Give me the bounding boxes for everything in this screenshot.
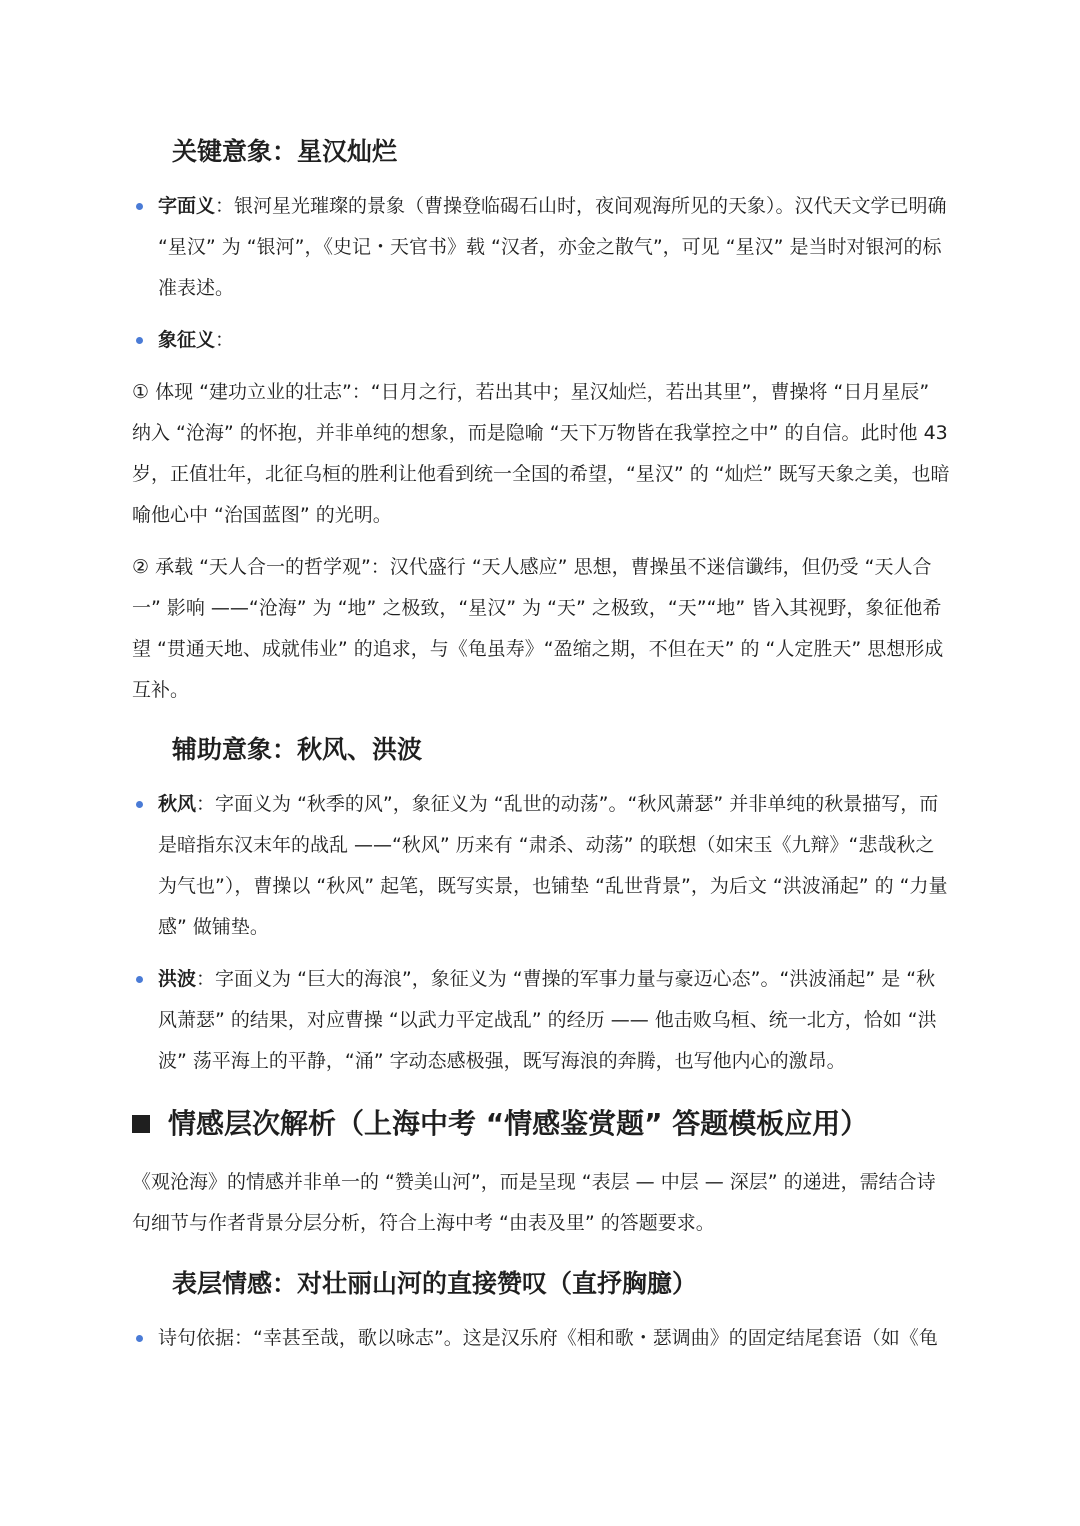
item-term: 诗句依据： [158,1327,254,1349]
heading-key-image: 关键意象：星汉灿烂 [172,137,398,166]
paragraph-ambition: ① 体现 “建功立业的壮志”：“日月之行，若出其中；星汉灿烂，若出其里”，曹操将 “日月星辰” 纳入 “沧海” 的怀抱，并非单纯的想象，而是隐喻 “天下万物皆在我掌控之中” 的自信。此时他 43 岁，正值壮年，北征乌桓的胜利让他看到统一全国的希望，“星汉” 的 “灿烂” 既写天象之美，也暗喻他心中 “治国蓝图” 的光明。 [132,381,950,526]
item-term: 字面义 [158,195,216,217]
paragraph-philosophy: ② 承载 “天人合一的哲学观”：汉代盛行 “天人感应” 思想，曹操虽不迷信谶纬，但仍受 “天人合一” 影响 ——“沧海” 为 “地” 之极致，“星汉” 为 “天” 之极致，“天”“地” 皆入其视野，象征他希望 “贯通天地、成就伟业” 的追求，与《龟虽寿》“盈缩之期，不但在天” 的 “人定胜天” 思想形成互补。 [132,556,944,701]
bullet-dot-icon [136,337,143,344]
list-item-literal: 字面义：银河星光璀璨的景象（曹操登临碣石山时，夜间观海所见的天象）。汉代天文学已明确 “星汉” 为 “银河”，《史记・天官书》载 “汉者，亦金之散气”，可见 “星汉” 是当时对银河的标准表述。 [132,186,952,309]
item-text: 字面义为 “秋季的风”，象征义为 “乱世的动荡”。“秋风萧瑟” 并非单纯的秋景描写，而是暗指东汉末年的战乱 ——“秋风” 历来有 “肃杀、动荡” 的联想（如宋玉《九辩》“悲哉秋之为气也”），曹操以 “秋风” 起笔，既写实景，也铺垫 “乱世背景”，为后文 “洪波涌起” 的 “力量感” 做铺垫。 [158,793,948,938]
heading-surface-emotion: 表层情感：对壮丽山河的直接赞叹（直抒胸臆） [172,1269,698,1298]
item-text: “幸甚至哉，歌以咏志”。这是汉乐府《相和歌・瑟调曲》的固定结尾套语（如《龟 [253,1327,938,1349]
list-item-poem-basis [132,1318,952,1359]
item-text: 字面义为 “巨大的海浪”，象征义为 “曹操的军事力量与豪迈心态”。“洪波涌起” 是 “秋风萧瑟” 的结果，对应曹操 “以武力平定战乱” 的经历 —— 他击败乌桓、统一北方，恰如 “洪波” 荡平海上的平静，“涌” 字动态感极强，既写海浪的奔腾，也写他内心的激昂。 [158,968,937,1072]
paragraph-emotion-intro: 《观沧海》的情感并非单一的 “赞美山河”，而是呈现 “表层 — 中层 — 深层” 的递进，需结合诗句细节与作者背景分层分析，符合上海中考 “由表及里” 的答题要求。 [132,1171,936,1234]
bullet-dot-icon [136,1335,143,1342]
bullet-dot-icon [136,203,143,210]
bullet-dot-icon [136,801,143,808]
item-term: 秋风 [158,793,197,815]
heading-aux-image: 辅助意象：秋风、洪波 [172,735,423,764]
list-item-autumn-wind: 秋风：字面义为 “秋季的风”，象征义为 “乱世的动荡”。“秋风萧瑟” 并非单纯的秋景描写，而是暗指东汉末年的战乱 ——“秋风” 历来有 “肃杀、动荡” 的联想（如宋玉《九辩》“悲哉秋之为气也”），曹操以 “秋风” 起笔，既写实景，也铺垫 “乱世背景”，为后文 “洪波涌起” 的 “力量感” 做铺垫。 [132,784,952,948]
list-item-symbolic: 象征义： [132,320,952,361]
section-title-emotion: 情感层次解析（上海中考 “情感鉴赏题” 答题模板应用） [132,1102,868,1146]
square-bullet-icon [132,1115,150,1133]
item-text: 银河星光璀璨的景象（曹操登临碣石山时，夜间观海所见的天象）。汉代天文学已明确 “星汉” 为 “银河”，《史记・天官书》载 “汉者，亦金之散气”，可见 “星汉” 是当时对银河的标准表述。 [158,195,947,299]
item-term: 洪波 [158,968,197,990]
bullet-dot-icon [136,976,143,983]
item-term: 象征义 [158,329,216,351]
list-item-big-waves: 洪波：字面义为 “巨大的海浪”，象征义为 “曹操的军事力量与豪迈心态”。“洪波涌起” 是 “秋风萧瑟” 的结果，对应曹操 “以武力平定战乱” 的经历 —— 他击败乌桓、统一北方，恰如 “洪波” 荡平海上的平静，“涌” 字动态感极强，既写海浪的奔腾，也写他内心的激昂。 [132,959,952,1082]
